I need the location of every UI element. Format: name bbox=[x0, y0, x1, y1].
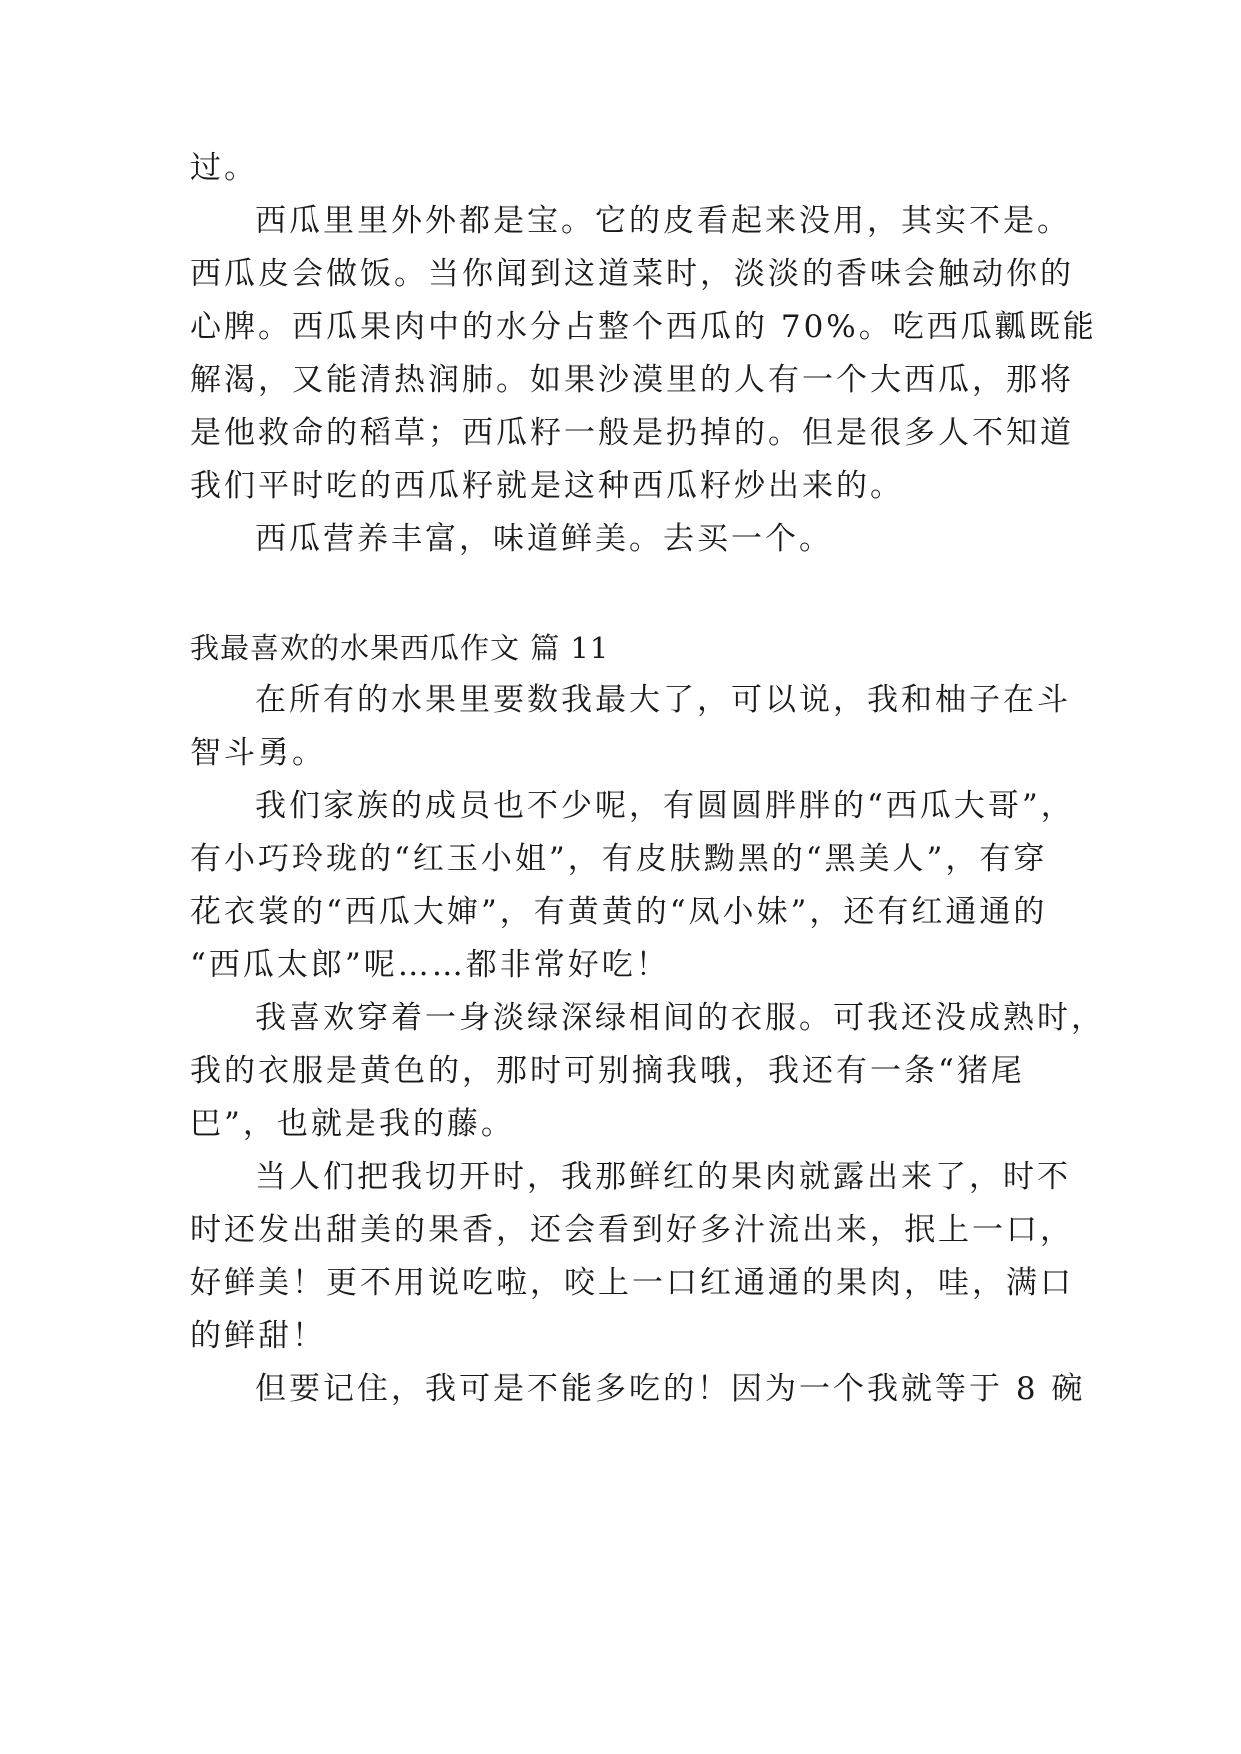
text-line: “西瓜太郎”呢……都非常好吃！ bbox=[190, 947, 670, 983]
section-heading: 我最喜欢的水果西瓜作文 篇 11 bbox=[190, 631, 610, 665]
paragraph-start-line: 我们家族的成员也不少呢，有圆圆胖胖的“西瓜大哥”， bbox=[255, 788, 1075, 824]
paragraph-start-line: 我喜欢穿着一身淡绿深绿相间的衣服。可我还没成熟时， bbox=[255, 1000, 1105, 1036]
paragraph-start-line: 西瓜营养丰富，味道鲜美。去买一个。 bbox=[255, 521, 833, 557]
text-line: 有小巧玲珑的“红玉小姐”，有皮肤黝黑的“黑美人”，有穿 bbox=[190, 841, 1048, 877]
paragraph-start-line: 西瓜里里外外都是宝。它的皮看起来没用，其实不是。 bbox=[255, 203, 1071, 239]
text-line: 西瓜皮会做饭。当你闻到这道菜时，淡淡的香味会触动你的 bbox=[190, 256, 1074, 292]
text-line: 过。 bbox=[190, 150, 258, 186]
text-line: 我的衣服是黄色的，那时可别摘我哦，我还有一条“猪尾 bbox=[190, 1053, 1025, 1089]
text-line: 智斗勇。 bbox=[190, 735, 326, 771]
text-line: 好鲜美！更不用说吃啦，咬上一口红通通的果肉，哇，满口 bbox=[190, 1265, 1074, 1301]
text-line: 我们平时吃的西瓜籽就是这种西瓜籽炒出来的。 bbox=[190, 468, 904, 504]
text-line: 是他救命的稻草；西瓜籽一般是扔掉的。但是很多人不知道 bbox=[190, 415, 1074, 451]
text-line: 时还发出甜美的果香，还会看到好多汁流出来，抿上一口， bbox=[190, 1212, 1074, 1248]
text-line: 的鲜甜！ bbox=[190, 1318, 326, 1354]
paragraph-start-line: 在所有的水果里要数我最大了，可以说，我和柚子在斗 bbox=[255, 682, 1071, 718]
text-line: 花衣裳的“西瓜大婶”，有黄黄的“凤小妹”，还有红通通的 bbox=[190, 894, 1048, 930]
text-line: 巴”，也就是我的藤。 bbox=[190, 1106, 515, 1142]
text-line: 解渴，又能清热润肺。如果沙漠里的人有一个大西瓜，那将 bbox=[190, 362, 1074, 398]
paragraph-start-line: 当人们把我切开时，我那鲜红的果肉就露出来了，时不 bbox=[255, 1159, 1071, 1195]
paragraph-start-line: 但要记住，我可是不能多吃的！因为一个我就等于 8 碗 bbox=[255, 1371, 1086, 1407]
text-line: 心脾。西瓜果肉中的水分占整个西瓜的 70%。吃西瓜瓤既能 bbox=[190, 309, 1097, 345]
